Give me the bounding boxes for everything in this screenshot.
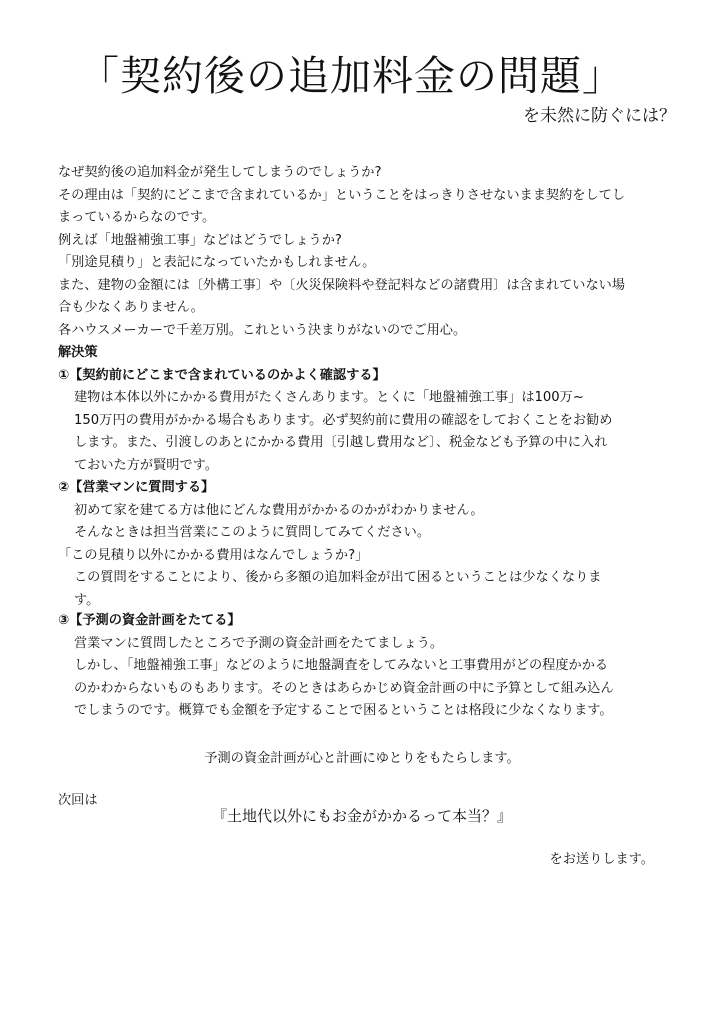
solution-2-line: この質問をすることにより、後から多額の追加料金が出て困るということは少なくなりま (74, 570, 602, 585)
solution-2-title: ②【営業マンに質問する】 (58, 480, 215, 495)
intro-paragraph (58, 162, 678, 342)
solution-3-title: ③【予測の資金計画をたてる】 (58, 613, 241, 628)
solution-3-line: のかわからないものもあります。そのときはあらかじめ資金計画の中に予算として組み込ん (74, 680, 614, 696)
solution-2-line: 初めて家を建てる方は他にどんな費用がかかるのかがわかりません。 (74, 502, 484, 518)
intro-line: 「別途見積り」と表記になっていたかもしれません。 (58, 255, 376, 270)
solution-1-line: 150万円の費用がかかる場合もあります。必ず契約前に費用の確認をしておくことをお勧め (74, 412, 613, 428)
document-subtitle: を未然に防ぐには？ (523, 106, 676, 126)
intro-line: 例えば「地盤補強工事」などはどうでしょうか? (58, 232, 342, 248)
next-label: 次回は (58, 793, 98, 808)
intro-line: 各ハウスメーカーで千差万別。これという決まりがないのでご用心。 (58, 322, 467, 338)
document-title: 「契約後の追加料金の問題」 (78, 52, 624, 100)
solution-3-line: 営業マンに質問したところで予測の資金計画をたてましょう。 (74, 635, 444, 651)
solution-2-line: そんなときは担当営業にこのように質問してみてください。 (74, 525, 431, 540)
closing-message: 予測の資金計画が心と計画にゆとりをもたらします。 (204, 751, 520, 766)
intro-line: まっているからなのです。 (58, 210, 216, 225)
solution-section-2 (58, 477, 678, 612)
intro-line: なぜ契約後の追加料金が発生してしまうのでしょうか? (58, 165, 382, 180)
send-note: をお送りします。 (549, 852, 654, 867)
intro-line: その理由は「契約にどこまで含まれているか」ということをはっきりさせないまま契約をしてし (58, 187, 626, 203)
solutions-heading: 解決策 (58, 345, 98, 360)
solution-1-line: ておいた方が賢明です。 (74, 457, 219, 473)
intro-line: 合も少なくありません。 (58, 300, 204, 315)
solution-3-line: でしまうのです。概算でも金額を予定することで困るということは格段に少なくなります。 (74, 703, 613, 718)
solution-2-quote: 「この見積り以外にかかる費用はなんでしょうか?」 (58, 547, 369, 563)
solution-1-title: ①【契約前にどこまで含まれているのかよく確認する】 (58, 367, 386, 383)
solution-1-line: します。また、引渡しのあとにかかる費用〔引越し費用など〕、税金なども予算の中に入れ (74, 435, 608, 450)
solution-2-line: す。 (74, 592, 100, 608)
solution-1-line: 建物は本体以外にかかる費用がたくさんあります。とくに「地盤補強工事」は100万~ (74, 390, 584, 405)
solution-section-3 (58, 610, 678, 723)
intro-line: また、建物の金額には〔外構工事〕や〔火災保険料や登記料などの諸費用〕は含まれていない場 (58, 277, 626, 293)
solution-section-1 (58, 342, 678, 477)
next-issue-title: 『土地代以外にもお金がかかるって本当？』 (211, 807, 512, 825)
solution-3-line: しかし、「地盤補強工事」などのように地盤調査をしてみないと工事費用がどの程度かかる (74, 658, 609, 673)
